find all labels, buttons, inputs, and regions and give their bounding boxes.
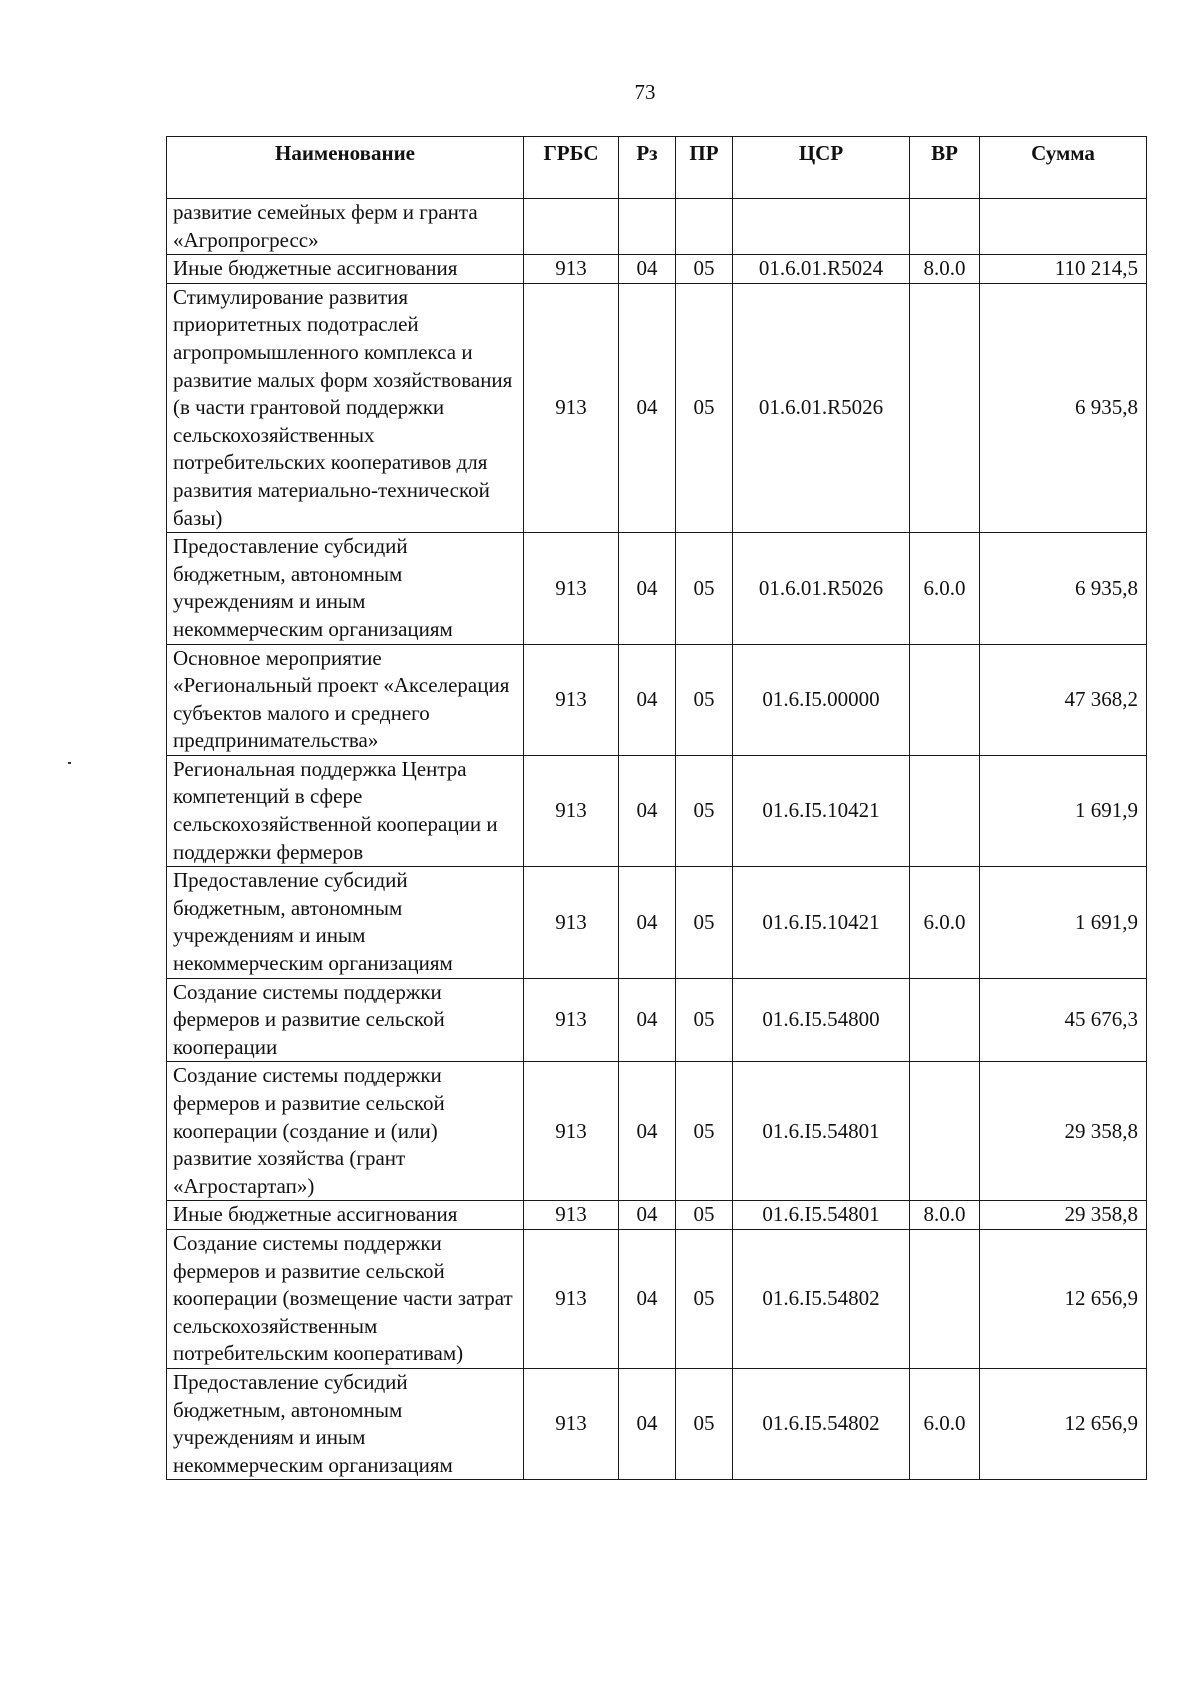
- cell-vr: 6.0.0: [910, 867, 980, 978]
- cell-csr: 01.6.I5.00000: [733, 644, 910, 755]
- table-row: [167, 755, 1147, 866]
- cell-name: Иные бюджетные ассигнования: [167, 1201, 524, 1230]
- cell-csr: 01.6.I5.54802: [733, 1229, 910, 1368]
- cell-grbs: 913: [524, 1229, 619, 1368]
- page-number: 73: [634, 80, 656, 104]
- table-row: [167, 199, 1147, 255]
- cell-sum: 12 656,9: [980, 1229, 1147, 1368]
- cell-rz: 04: [619, 978, 676, 1062]
- cell-sum: 45 676,3: [980, 978, 1147, 1062]
- cell-csr: 01.6.I5.54802: [733, 1368, 910, 1479]
- table-row: [167, 867, 1147, 978]
- cell-csr: 01.6.01.R5024: [733, 255, 910, 284]
- cell-sum: 110 214,5: [980, 255, 1147, 284]
- cell-grbs: 913: [524, 755, 619, 866]
- cell-name: развитие семейных ферм и гранта «Агропрогресс»: [167, 199, 524, 255]
- cell-rz: 04: [619, 867, 676, 978]
- header-grbs: ГРБС: [524, 137, 619, 199]
- cell-grbs: 913: [524, 978, 619, 1062]
- cell-name: Создание системы поддержки фермеров и развитие сельской кооперации: [167, 978, 524, 1062]
- cell-rz: 04: [619, 755, 676, 866]
- cell-pr: 05: [676, 755, 733, 866]
- cell-pr: [676, 199, 733, 255]
- cell-pr: 05: [676, 867, 733, 978]
- cell-rz: 04: [619, 644, 676, 755]
- cell-vr: [910, 978, 980, 1062]
- table-row: [167, 283, 1147, 532]
- cell-grbs: 913: [524, 255, 619, 284]
- cell-name: Предоставление субсидий бюджетным, автономным учреждениям и иным некоммерческим организациям: [167, 867, 524, 978]
- cell-sum: 6 935,8: [980, 283, 1147, 532]
- cell-sum: 47 368,2: [980, 644, 1147, 755]
- cell-sum: 12 656,9: [980, 1368, 1147, 1479]
- cell-vr: 6.0.0: [910, 533, 980, 644]
- header-vr: ВР: [910, 137, 980, 199]
- cell-sum: 1 691,9: [980, 755, 1147, 866]
- cell-grbs: 913: [524, 1062, 619, 1201]
- cell-grbs: 913: [524, 1201, 619, 1230]
- cell-sum: 29 358,8: [980, 1201, 1147, 1230]
- cell-csr: 01.6.01.R5026: [733, 533, 910, 644]
- header-sum: Сумма: [980, 137, 1147, 199]
- cell-vr: [910, 1062, 980, 1201]
- cell-name: Предоставление субсидий бюджетным, автономным учреждениям и иным некоммерческим организациям: [167, 533, 524, 644]
- cell-grbs: 913: [524, 283, 619, 532]
- table-row: [167, 255, 1147, 284]
- cell-name: Региональная поддержка Центра компетенций в сфере сельскохозяйственной кооперации и поддержки фермеров: [167, 755, 524, 866]
- cell-name: Предоставление субсидий бюджетным, автономным учреждениям и иным некоммерческим организациям: [167, 1368, 524, 1479]
- table-row: [167, 978, 1147, 1062]
- cell-vr: 8.0.0: [910, 1201, 980, 1230]
- cell-pr: 05: [676, 644, 733, 755]
- cell-pr: 05: [676, 255, 733, 284]
- cell-rz: 04: [619, 1201, 676, 1230]
- cell-name: Основное мероприятие «Региональный проект «Акселерация субъектов малого и среднего предпринимательства»: [167, 644, 524, 755]
- cell-csr: 01.6.01.R5026: [733, 283, 910, 532]
- cell-vr: [910, 1229, 980, 1368]
- cell-grbs: [524, 199, 619, 255]
- cell-vr: [910, 755, 980, 866]
- budget-table: [166, 136, 1147, 1480]
- header-pr: ПР: [676, 137, 733, 199]
- cell-rz: [619, 199, 676, 255]
- cell-pr: 05: [676, 533, 733, 644]
- cell-vr: 8.0.0: [910, 255, 980, 284]
- cell-name: Стимулирование развития приоритетных подотраслей агропромышленного комплекса и развитие малых форм хозяйствования (в части грантовой поддержки сельскохозяйственных потребительских кооперативов для развития материально-технической базы): [167, 283, 524, 532]
- header-csr: ЦСР: [733, 137, 910, 199]
- table-row: [167, 1062, 1147, 1201]
- cell-pr: 05: [676, 1062, 733, 1201]
- cell-pr: 05: [676, 1201, 733, 1230]
- cell-pr: 05: [676, 283, 733, 532]
- cell-csr: 01.6.I5.54801: [733, 1062, 910, 1201]
- header-rz: Рз: [619, 137, 676, 199]
- cell-pr: 05: [676, 978, 733, 1062]
- cell-csr: 01.6.I5.54800: [733, 978, 910, 1062]
- cell-vr: [910, 199, 980, 255]
- table-row: [167, 533, 1147, 644]
- header-name: Наименование: [167, 137, 524, 199]
- cell-rz: 04: [619, 283, 676, 532]
- table-row: [167, 1368, 1147, 1479]
- cell-grbs: 913: [524, 1368, 619, 1479]
- cell-rz: 04: [619, 533, 676, 644]
- cell-grbs: 913: [524, 533, 619, 644]
- cell-pr: 05: [676, 1229, 733, 1368]
- cell-rz: 04: [619, 1368, 676, 1479]
- cell-csr: 01.6.I5.10421: [733, 867, 910, 978]
- cell-csr: [733, 199, 910, 255]
- cell-vr: 6.0.0: [910, 1368, 980, 1479]
- cell-csr: 01.6.I5.54801: [733, 1201, 910, 1230]
- cell-vr: [910, 644, 980, 755]
- cell-name: Иные бюджетные ассигнования: [167, 255, 524, 284]
- cell-rz: 04: [619, 1229, 676, 1368]
- table-row: [167, 1201, 1147, 1230]
- cell-rz: 04: [619, 255, 676, 284]
- cell-grbs: 913: [524, 644, 619, 755]
- cell-sum: 29 358,8: [980, 1062, 1147, 1201]
- cell-csr: 01.6.I5.10421: [733, 755, 910, 866]
- table-header-row: [167, 137, 1147, 199]
- cell-pr: 05: [676, 1368, 733, 1479]
- cell-sum: [980, 199, 1147, 255]
- cell-sum: 1 691,9: [980, 867, 1147, 978]
- cell-name: Создание системы поддержки фермеров и развитие сельской кооперации (возмещение части затрат сельскохозяйственным потребительским кооперативам): [167, 1229, 524, 1368]
- cell-rz: 04: [619, 1062, 676, 1201]
- stray-mark: [68, 762, 71, 764]
- cell-name: Создание системы поддержки фермеров и развитие сельской кооперации (создание и (или) развитие хозяйства (грант «Агростартап»): [167, 1062, 524, 1201]
- cell-grbs: 913: [524, 867, 619, 978]
- table-row: [167, 644, 1147, 755]
- cell-vr: [910, 283, 980, 532]
- cell-sum: 6 935,8: [980, 533, 1147, 644]
- table-row: [167, 1229, 1147, 1368]
